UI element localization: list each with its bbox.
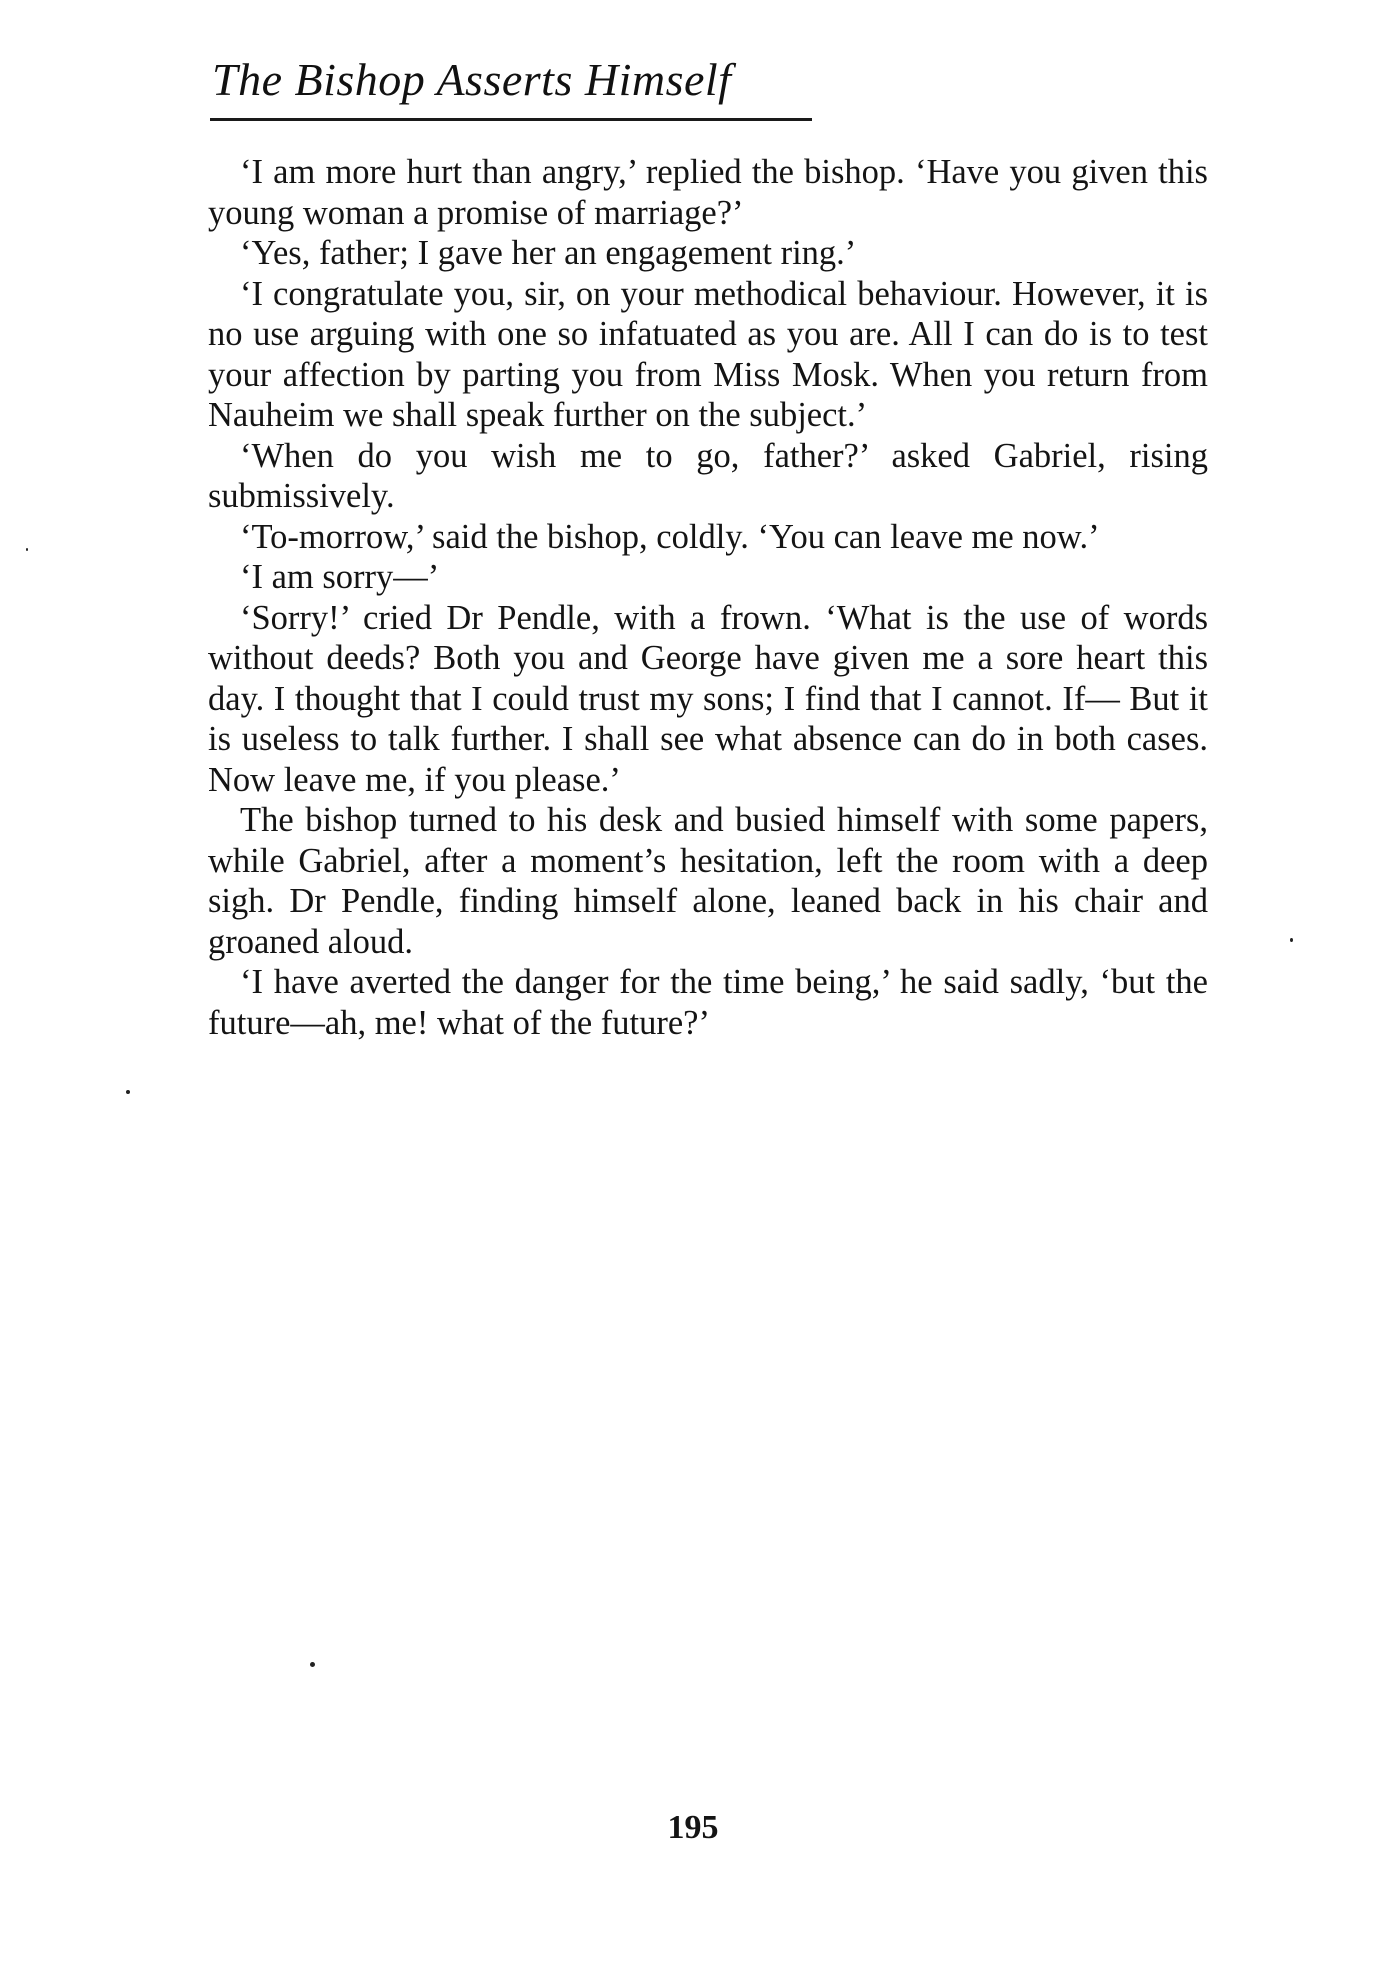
paragraph: ‘When do you wish me to go, father?’ asked Gabriel, rising submissively.	[208, 436, 1208, 515]
scan-speck	[26, 548, 28, 551]
paragraph: ‘I have averted the danger for the time being,’ he said sadly, ‘but the future—ah, me! what of the future?’	[208, 963, 1208, 1042]
scan-speck	[310, 1662, 315, 1667]
paragraph: ‘To-morrow,’ said the bishop, coldly. ‘You can leave me now.’	[240, 517, 1100, 556]
body-text	[208, 152, 1208, 1043]
page-number: 195	[667, 1809, 719, 1846]
scan-speck	[126, 1090, 130, 1094]
paragraph: ‘I congratulate you, sir, on your methodical behaviour. However, it is no use arguing with one so infatuated as you are. All I can do is to test your affection by parting you from Miss Mosk. When you return from Nauheim we shall speak further on the subject.’	[208, 274, 1208, 434]
paragraph: ‘I am sorry—’	[240, 558, 440, 596]
scan-speck	[1290, 938, 1293, 942]
header-rule	[210, 118, 812, 121]
paragraph: The bishop turned to his desk and busied himself with some papers, while Gabriel, after a moment’s hesitation, left the room with a deep sigh. Dr Pendle, finding himself alone, leaned back in his chair and groaned aloud.	[208, 801, 1208, 961]
paragraph: ‘I am more hurt than angry,’ replied the bishop. ‘Have you given this young woman a promise of marriage?’	[208, 153, 1208, 232]
paragraph: ‘Yes, father; I gave her an engagement ring.’	[240, 234, 857, 272]
running-head-title: The Bishop Asserts Himself	[212, 54, 732, 105]
paragraph: ‘Sorry!’ cried Dr Pendle, with a frown. ‘What is the use of words without deeds? Both you and George have given me a sore heart this day. I thought that I could trust my sons; I find that I cannot. If— But it is useless to talk further. I shall see what absence can do in both cases. Now leave me, if you please.’	[208, 598, 1208, 799]
